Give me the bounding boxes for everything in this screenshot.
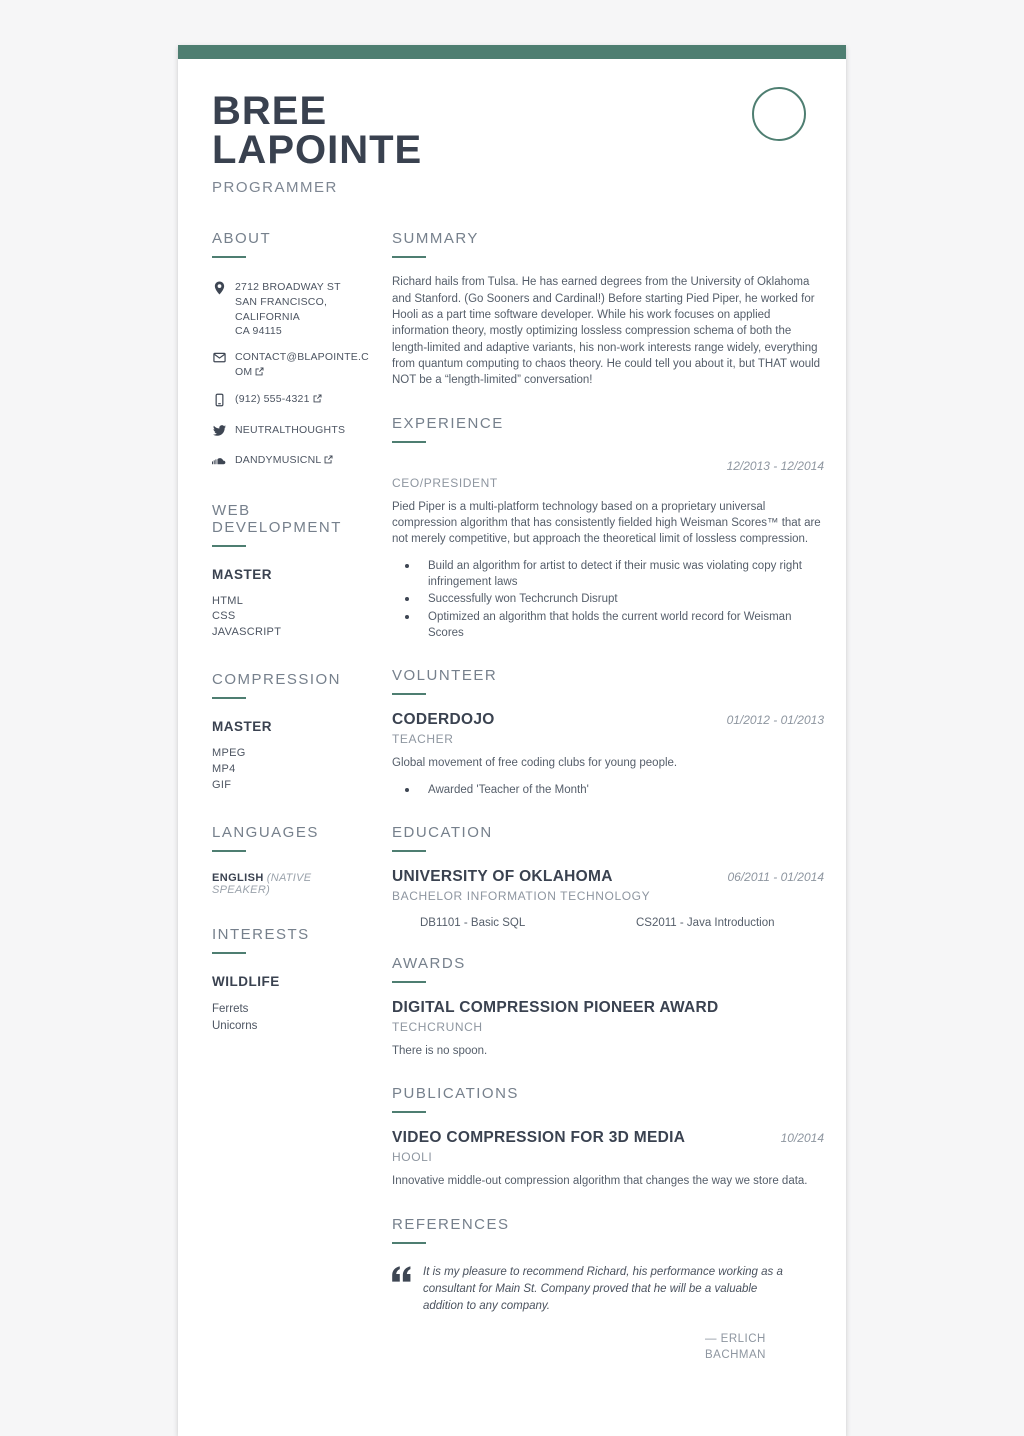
- email-link[interactable]: [235, 350, 370, 380]
- publication-title: VIDEO COMPRESSION FOR 3D MEDIA: [392, 1129, 686, 1147]
- volunteer-bullet: Awarded 'Teacher of the Month': [392, 782, 824, 798]
- skill-section-web-development: [212, 502, 370, 642]
- publication-entry-head: [392, 1129, 824, 1147]
- skill-item: JAVASCRIPT: [212, 626, 282, 639]
- about-heading: ABOUT: [212, 230, 370, 258]
- award-title: DIGITAL COMPRESSION PIONEER AWARD: [392, 998, 719, 1016]
- experience-bullet: Build an algorithm for artist to detect if their music was violating copy right infringement laws: [392, 558, 824, 591]
- volunteer-bullet-list: [392, 782, 824, 798]
- volunteer-description: Global movement of free coding clubs for young people.: [392, 757, 678, 770]
- interests-heading: INTERESTS: [212, 926, 370, 954]
- publication-publisher: HOOLI: [392, 1150, 433, 1165]
- sidebar: [212, 230, 370, 1389]
- location-pin-icon: [212, 281, 226, 300]
- publication-description: Innovative middle-out compression algorithm that changes the way we store data.: [392, 1175, 808, 1188]
- web-development-heading: WEB DEVELOPMENT: [212, 502, 370, 547]
- external-link-icon: [324, 455, 333, 467]
- phone-row[interactable]: [212, 392, 370, 412]
- volunteer-org: CODERDOJO: [392, 711, 495, 729]
- external-link-icon: [313, 394, 322, 406]
- interest-item: Ferrets: [212, 1003, 249, 1016]
- course-list: [392, 917, 824, 929]
- skill-item: GIF: [212, 779, 232, 792]
- address-row: [212, 280, 370, 339]
- interest-item: Unicorns: [212, 1020, 258, 1033]
- course-item: DB1101 - Basic SQL: [420, 916, 526, 929]
- person-first-name: BREE: [212, 89, 328, 133]
- about-list: [212, 280, 370, 471]
- resume-page: [178, 45, 846, 1436]
- person-name: [212, 89, 806, 173]
- skill-item: MPEG: [212, 747, 246, 760]
- volunteer-section: [392, 667, 824, 798]
- publications-section: [392, 1085, 824, 1189]
- external-link-icon: [255, 367, 264, 379]
- soundcloud-row[interactable]: [212, 453, 370, 472]
- address-line-1: 2712 BROADWAY ST: [235, 281, 341, 294]
- mobile-phone-icon: [212, 393, 226, 412]
- summary-section: [392, 230, 824, 388]
- content-columns: [178, 230, 846, 1435]
- soundcloud-link[interactable]: [235, 453, 333, 469]
- reference-attribution-lines: [705, 1331, 766, 1363]
- about-section: [212, 230, 370, 471]
- awards-heading: AWARDS: [392, 955, 824, 983]
- language-name: ENGLISH: [212, 872, 264, 885]
- skill-item: MP4: [212, 763, 236, 776]
- experience-heading: EXPERIENCE: [392, 415, 824, 443]
- skill-level: MASTER: [212, 719, 272, 735]
- resume-header: [178, 59, 846, 196]
- language-proficiency: (NATIVE SPEAKER): [212, 872, 312, 897]
- skill-section-compression: [212, 671, 370, 794]
- twitter-row[interactable]: [212, 423, 370, 442]
- experience-section: [392, 415, 824, 642]
- soundcloud-icon: [212, 454, 226, 472]
- award-description: There is no spoon.: [392, 1044, 488, 1057]
- address-line-3: CA 94115: [235, 325, 282, 338]
- experience-entry-role: CEO/PRESIDENT: [392, 475, 498, 490]
- volunteer-entry: [392, 711, 824, 798]
- reference-attribution: [392, 1331, 824, 1363]
- reference-quote-block: [392, 1264, 824, 1316]
- education-entry: [392, 868, 824, 929]
- interests-section: [212, 926, 370, 1036]
- skill-level: MASTER: [212, 566, 272, 582]
- languages-section: [212, 824, 370, 896]
- publication-date: 10/2014: [780, 1131, 824, 1146]
- skill-item: CSS: [212, 610, 236, 623]
- publication-entry: [392, 1129, 824, 1189]
- volunteer-entry-head: [392, 711, 824, 729]
- languages-heading: LANGUAGES: [212, 824, 370, 852]
- volunteer-heading: VOLUNTEER: [392, 667, 824, 695]
- education-entry-head: [392, 868, 824, 886]
- experience-entry-description: Pied Piper is a multi-platform technology based on a proprietary universal compression algorithm that has consistently fielded high Weisman Scores™ that are not merely competitive, but approach the theoretical limit of lossless compression.: [392, 500, 821, 546]
- email-row[interactable]: [212, 350, 370, 380]
- education-degree: BACHELOR INFORMATION TECHNOLOGY: [392, 888, 651, 903]
- volunteer-date: 01/2012 - 01/2013: [726, 713, 824, 728]
- main-column: [392, 230, 824, 1389]
- summary-heading: SUMMARY: [392, 230, 824, 258]
- phone-link[interactable]: [235, 392, 322, 408]
- compression-heading: COMPRESSION: [212, 671, 370, 699]
- award-entry: [392, 999, 824, 1059]
- phone-text: (912) 555-4321: [235, 392, 310, 405]
- twitter-handle: NEUTRALTHOUGHTS: [235, 423, 346, 436]
- soundcloud-text: DANDYMUSICNL: [235, 453, 322, 466]
- education-date: 06/2011 - 01/2014: [727, 869, 824, 884]
- references-heading: REFERENCES: [392, 1216, 824, 1244]
- award-issuer: TECHCRUNCH: [392, 1019, 483, 1034]
- reference-quote-text: It is my pleasure to recommend Richard, his performance working as a consultant for Main St. Company proved that he will be a valuable addition to any company.: [423, 1265, 783, 1313]
- address-line-2: SAN FRANCISCO, CALIFORNIA: [235, 296, 328, 323]
- award-entry-head: [392, 999, 824, 1017]
- quote-icon: [392, 1266, 412, 1316]
- twitter-icon: [212, 424, 226, 442]
- language-line: [212, 872, 370, 896]
- awards-section: [392, 955, 824, 1059]
- experience-bullet-list: [392, 558, 824, 642]
- experience-bullet: Optimized an algorithm that holds the current world record for Weisman Scores: [392, 609, 824, 642]
- experience-bullet: Successfully won Techcrunch Disrupt: [392, 591, 824, 607]
- skill-item: HTML: [212, 594, 244, 607]
- envelope-icon: [212, 351, 226, 369]
- experience-entry: [392, 459, 824, 642]
- attribution-line-2: BACHMAN: [704, 1349, 766, 1362]
- experience-entry-head: [392, 459, 824, 473]
- accent-top-bar: [178, 45, 846, 59]
- references-section: [392, 1216, 824, 1364]
- publications-heading: PUBLICATIONS: [392, 1085, 824, 1113]
- education-school: UNIVERSITY OF OKLAHOMA: [392, 867, 613, 885]
- education-heading: EDUCATION: [392, 824, 824, 852]
- volunteer-role: TEACHER: [392, 732, 454, 747]
- address-text: [235, 280, 370, 339]
- avatar: [752, 87, 806, 141]
- interest-category: WILDLIFE: [212, 974, 280, 990]
- education-section: [392, 824, 824, 929]
- person-last-name: LAPOINTE: [212, 128, 423, 173]
- experience-entry-date: 12/2013 - 12/2014: [726, 458, 824, 473]
- summary-text: Richard hails from Tulsa. He has earned degrees from the University of Oklahoma and Stanford. (Go Sooners and Cardinal!) Before starting Pied Piper, he worked for Hooli as a part time software developer. While his work focuses on applied information theory, mostly optimizing lossless compression schema of both the length-limited and adaptive variants, his non-work interests range widely, everything from quantum computing to chaos theory. He could tell you about it, but THAT would NOT be a “length-limited” conversation!: [392, 276, 821, 387]
- attribution-line-1: — ERLICH: [704, 1333, 766, 1346]
- course-item: CS2011 - Java Introduction: [636, 916, 775, 929]
- email-text: CONTACT@BLAPOINTE.COM: [235, 351, 369, 378]
- person-role: PROGRAMMER: [212, 179, 338, 197]
